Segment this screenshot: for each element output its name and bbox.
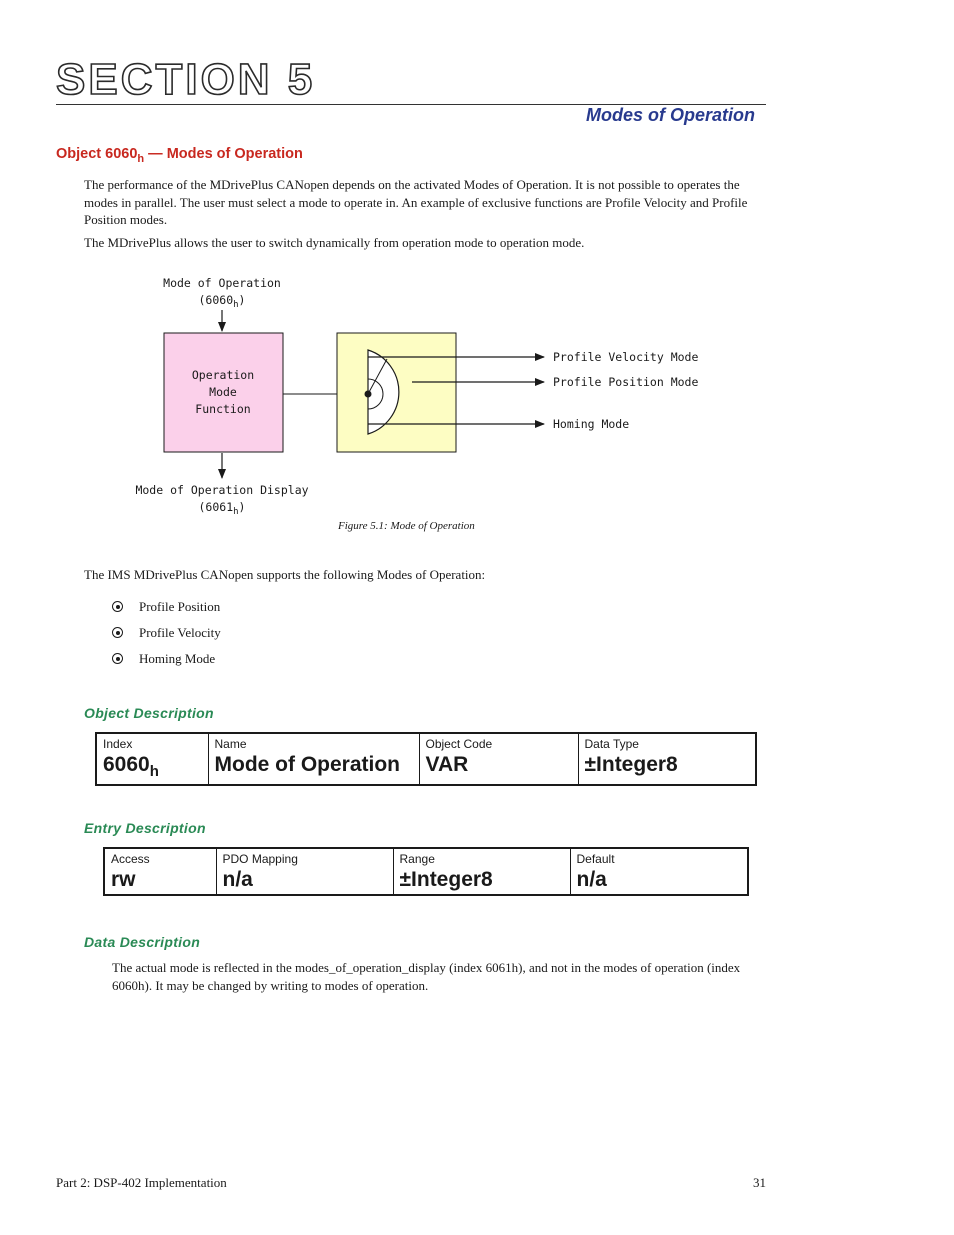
index-label: Index	[103, 737, 133, 751]
entry-description-table	[103, 847, 749, 896]
figure-caption: Figure 5.1: Mode of Operation	[338, 520, 475, 532]
name-cell	[208, 733, 419, 785]
range-value: ±Integer8	[399, 868, 493, 891]
function-label-line-3: Function	[195, 402, 251, 416]
data-type-label: Data Type	[584, 737, 639, 751]
homing-mode-label: Homing Mode	[553, 417, 630, 431]
index-cell	[96, 733, 208, 785]
name-label: Name	[214, 737, 247, 751]
list-item: Profile Velocity	[112, 624, 221, 650]
list-item: Profile Position	[112, 598, 221, 624]
access-value: rw	[111, 868, 136, 891]
diagram-input-label: Mode of Operation	[163, 276, 281, 290]
object-code-cell	[419, 733, 578, 785]
range-label: Range	[399, 852, 435, 866]
list-item: Homing Mode	[112, 650, 221, 676]
supports-intro: The IMS MDrivePlus CANopen supports the following Modes of Operation:	[84, 567, 486, 582]
access-cell	[104, 848, 216, 895]
diagram-input-index: $(6060_h)$	[198, 293, 246, 310]
function-label-line-2: Mode	[209, 385, 237, 399]
profile-velocity-mode-label: Profile Velocity Mode	[553, 350, 699, 364]
intro-paragraph-2: The MDrivePlus allows the user to switch dynamically from operation mode to operation mode.	[84, 235, 585, 250]
section-subtitle: Modes of Operation	[585, 105, 755, 125]
supported-modes-list	[112, 598, 221, 676]
bullet-icon	[112, 627, 123, 638]
name-value: Mode of Operation	[214, 753, 400, 776]
pdo-mapping-cell	[216, 848, 393, 895]
table-row	[104, 848, 748, 895]
object-code-label: Object Code	[425, 737, 493, 751]
default-cell	[570, 848, 748, 895]
access-label: Access	[111, 852, 150, 866]
mode-switch-pivot	[365, 391, 372, 398]
data-type-value: ±Integer8	[584, 753, 678, 776]
profile-position-mode-label: Profile Position Mode	[553, 375, 699, 389]
range-cell	[393, 848, 570, 895]
data-description-heading: Data Description	[84, 934, 201, 950]
object-heading-subscript: h	[137, 152, 145, 165]
intro-paragraph-1: The performance of the MDrivePlus CANopen depends on the activated Modes of Operation. It is not possible to operates the modes in parallel. The user must select a mode to operate in. An example of exclusive functions are Profile Velocity and Profile Position modes.	[84, 177, 748, 227]
entry-description-heading: Entry Description	[84, 820, 206, 836]
default-value: n/a	[576, 868, 607, 891]
index-value: $6060_h$	[103, 753, 159, 781]
diagram-output-index: $(6061_h)$	[198, 500, 246, 517]
footer-part-title: Part 2: DSP-402 Implementation	[56, 1175, 227, 1190]
object-description-table	[95, 732, 757, 786]
section-title: SECTION 5	[56, 55, 316, 104]
pdo-mapping-label: PDO Mapping	[222, 852, 298, 866]
function-label-line-1: Operation	[191, 368, 255, 382]
diagram-output-label: Mode of Operation Display	[135, 483, 309, 497]
object-description-heading: Object Description	[84, 705, 214, 721]
default-label: Default	[576, 852, 615, 866]
object-heading-prefix: Object 6060	[56, 146, 138, 162]
data-description-text: The actual mode is reflected in the modes_of_operation_display (index 6061h), and not in the modes of operation (index 6060h). It may be changed by writing to modes of operation.	[112, 960, 741, 993]
object-heading-suffix: — Modes of Operation	[144, 146, 303, 162]
object-code-value: VAR	[425, 753, 469, 776]
pdo-mapping-value: n/a	[222, 868, 253, 891]
table-row	[96, 733, 756, 785]
data-type-cell	[578, 733, 756, 785]
bullet-icon	[112, 653, 123, 664]
bullet-icon	[112, 601, 123, 612]
page-number: 31	[753, 1175, 766, 1190]
mode-of-operation-diagram	[0, 0, 954, 540]
